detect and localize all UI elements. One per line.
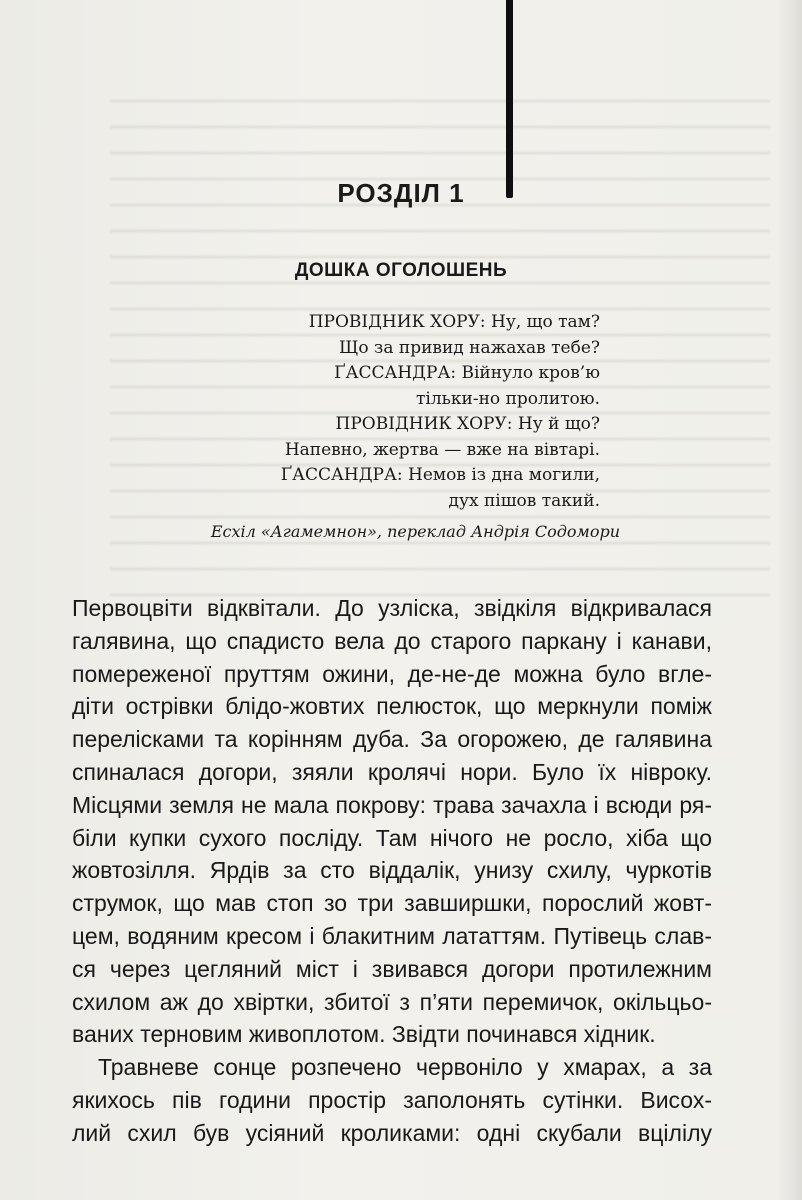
body-line: цем, водяним кресом і блакитним лататтям. Путівець слав-: [72, 922, 712, 949]
chapter-title: РОЗДІЛ 1: [337, 178, 465, 208]
body-line: Місцями земля не мала покрову: трава зачахла і всюди ря-: [72, 791, 712, 818]
epigraph-line: ҐАССАНДРА: Немов із дна могили,: [280, 465, 600, 485]
epigraph-line: ҐАССАНДРА: Війнуло кров’ю: [334, 363, 600, 383]
body-line: ся через цегляний міст і звивався догори протилежним: [72, 955, 712, 982]
epigraph-line: Напевно, жертва — вже на вівтарі.: [284, 439, 600, 460]
body-line: Травневе сонце розпечено червоніло у хмарах, а за: [98, 1054, 712, 1081]
body-line: галявина, що спадисто вела до старого паркану і канави,: [72, 627, 712, 654]
bookmark-ribbon: [506, 0, 513, 198]
body-line: помереженої пруттям ожини, де-не-де можна було вгле-: [72, 660, 712, 687]
body-line: схилом аж до хвіртки, збитої з п’яти перемичок, окільцьо-: [72, 988, 712, 1015]
body-line: біли купки сухого послiду. Там нічого не росло, хіба що: [72, 824, 712, 851]
body-line: Первоцвіти відквітали. До узліска, звідкіля відкривалася: [72, 595, 712, 621]
epigraph-line: Що за привид нажахав тебе?: [339, 337, 600, 358]
epigraph-attribution: Есхіл «Агамемнон», переклад Андрія Содомори: [210, 522, 620, 541]
epigraph-line: дух пішов такий.: [448, 490, 600, 511]
epigraph-line: тільки-но пролитою.: [416, 388, 600, 409]
body-line: струмок, що мав стоп зо три завширшки, порослий жовт-: [72, 890, 712, 917]
body-line: ваних терновим живоплотом. Звідти починався хідник.: [72, 1021, 656, 1048]
body-line: спиналася догори, зяяли кролячі нори. Було їх нівроку.: [72, 758, 712, 785]
body-line: діти острівки блідо-жовтих пелюсток, що меркнули поміж: [72, 693, 712, 720]
body-line: якихось пів години простір заполонять сутінки. Висох-: [72, 1086, 712, 1113]
body-line: перелісками та корінням дуба. За огорожею, де галявина: [72, 726, 712, 753]
epigraph: [150, 310, 600, 514]
epigraph-line: ПРОВІДНИК ХОРУ: Ну й що?: [335, 414, 600, 434]
epigraph-line: ПРОВІДНИК ХОРУ: Ну, що там?: [308, 312, 600, 332]
body-line: жовтозілля. Ярдів за сто віддалік, унизу схилу, чуркотів: [72, 857, 712, 884]
body-text: [72, 592, 712, 1150]
chapter-subtitle: ДОШКА ОГОЛОШЕНЬ: [294, 260, 508, 281]
body-line: лий схил був усіяний кроликами: одні скубали вцілілу: [72, 1119, 712, 1146]
